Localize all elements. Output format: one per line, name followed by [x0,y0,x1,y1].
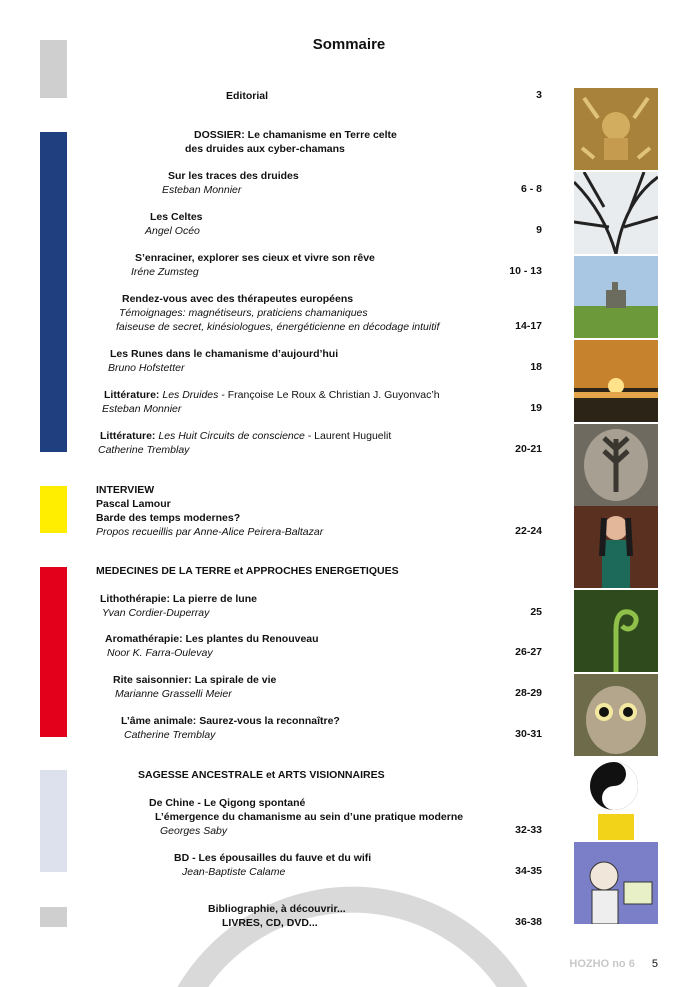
thumbnail-yin-yang-figure [574,758,658,840]
rite-page: 28-29 [515,687,542,699]
therapeutes-page: 14-17 [515,320,542,332]
thumbnail-fern-spiral [574,590,658,672]
therapeutes-sub1: Témoignages: magnétiseurs, praticiens chamaniques [119,307,368,319]
celtes-page: 9 [536,224,542,236]
runes-title[interactable]: Les Runes dans le chamanisme d’aujourd’hui [110,348,339,360]
litterature1-page: 19 [530,402,542,414]
litterature2-book: Les Huit Circuits de conscience [158,430,305,442]
druides-title[interactable]: Sur les traces des druides [168,170,299,182]
biblio-title[interactable]: Bibliographie, à découvrir... [208,903,346,915]
rite-title[interactable]: Rite saisonnier: La spirale de vie [113,674,277,686]
color-bar-gray-bottom [40,907,67,927]
litterature2-author: Catherine Tremblay [98,444,190,456]
dossier-subheading: des druides aux cyber-chamans [185,143,345,155]
medecines-heading[interactable]: MEDECINES DE LA TERRE et APPROCHES ENERGETIQUES [96,565,399,577]
litho-title[interactable]: Lithothérapie: La pierre de lune [100,593,257,605]
therapeutes-title[interactable]: Rendez-vous avec des thérapeutes européens [122,293,354,305]
footer-magazine: HOZHO no 6 [569,958,635,970]
thumbnail-celtic-relief [574,88,658,170]
biblio-page: 36-38 [515,916,542,928]
ame-title[interactable]: L’âme animale: Saurez-vous la reconnaître? [121,715,340,727]
bd-page: 34-35 [515,865,542,877]
thumbnail-bard-figure [574,506,658,588]
litterature1-book: Les Druides [162,389,219,401]
therapeutes-sub2: faiseuse de secret, kinésiologues, énergéticienne en décodage intuitif [116,321,440,333]
interview-heading[interactable]: INTERVIEW [96,484,155,496]
aroma-title[interactable]: Aromathérapie: Les plantes du Renouveau [105,633,319,645]
chine-author: Georges Saby [160,825,228,837]
enraciner-title[interactable]: S’enraciner, explorer ses cieux et vivre son rêve [135,252,375,264]
biblio-subtitle: LIVRES, CD, DVD... [222,917,318,929]
color-bar-red [40,567,67,737]
litterature1-author: Esteban Monnier [102,403,182,415]
thumbnail-sunset [574,340,658,422]
chine-page: 32-33 [515,824,542,836]
interview-name: Pascal Lamour [96,498,171,510]
litho-page: 25 [530,606,542,618]
color-bar-lavender [40,770,67,872]
litterature1-label: Littérature: [104,389,160,401]
bd-title[interactable]: BD - Les épousailles du fauve et du wifi [174,852,372,864]
interview-credit: Propos recueillis par Anne-Alice Peirera-Baltazar [96,526,324,538]
ame-page: 30-31 [515,728,542,740]
druides-page: 6 - 8 [520,183,542,195]
page-title: Sommaire [312,36,386,53]
litterature2-label: Littérature: [100,430,156,442]
color-bar-blue [40,132,67,452]
enraciner-author: Iréne Zumsteg [131,266,199,278]
color-bar-yellow [40,486,67,533]
bd-author: Jean-Baptiste Calame [182,866,286,878]
druides-author: Esteban Monnier [162,184,242,196]
litho-author: Yvan Cordier-Duperray [102,607,210,619]
sagesse-heading[interactable]: SAGESSE ANCESTRALE et ARTS VISIONNAIRES [138,769,385,781]
celtes-title[interactable]: Les Celtes [150,211,203,223]
footer-page-number: 5 [651,958,658,970]
aroma-author: Noor K. Farra-Oulevay [107,647,213,659]
celtes-author: Angel Océo [145,225,200,237]
thumbnail-bare-trees [574,172,658,254]
enraciner-page: 10 - 13 [509,265,542,277]
editorial-title[interactable]: Editorial [226,90,269,102]
ame-author: Catherine Tremblay [124,729,216,741]
runes-page: 18 [530,361,542,373]
chine-title[interactable]: De Chine - Le Qigong spontané [149,797,306,809]
litterature2-title[interactable] [100,429,391,443]
litterature1-rest: - Françoise Le Roux & Christian J. Guyonvac’h [221,389,440,401]
litterature1-title[interactable] [104,388,440,402]
thumbnail-castle-landscape [574,256,658,338]
litterature2-page: 20-21 [515,443,542,455]
rite-author: Marianne Grasselli Meier [115,688,232,700]
runes-author: Bruno Hofstetter [108,362,185,374]
thumbnail-comic-character [574,842,658,924]
aroma-page: 26-27 [515,646,542,658]
footer [569,958,658,970]
dossier-heading[interactable]: DOSSIER: Le chamanisme en Terre celte [194,129,397,141]
interview-page: 22-24 [515,525,542,537]
litterature2-rest: - Laurent Huguelit [307,430,392,442]
thumbnail-owl [574,674,658,756]
chine-subtitle: L’émergence du chamanisme au sein d’une pratique moderne [155,811,464,823]
editorial-page: 3 [536,89,542,101]
thumbnail-rune-stone [574,424,658,506]
interview-title: Barde des temps modernes? [96,512,241,524]
